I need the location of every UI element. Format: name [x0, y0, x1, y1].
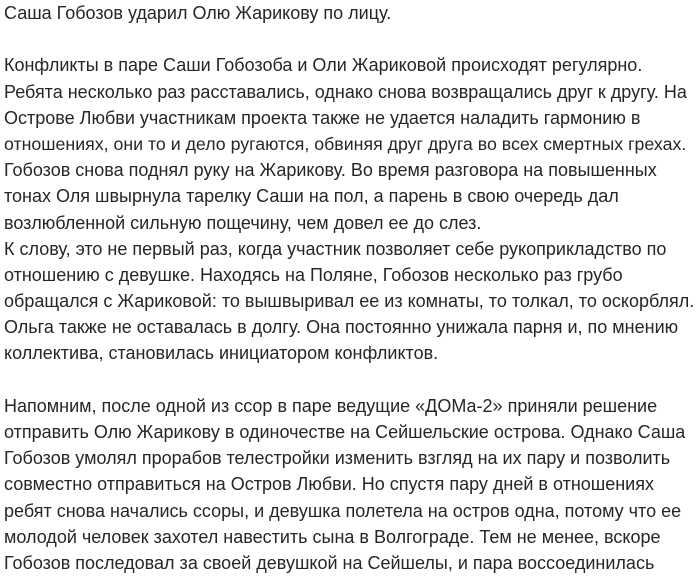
text-line: ребят снова начались ссоры, и девушка полетела на остров одна, потому что ее — [4, 500, 682, 521]
text-line: отправить Олю Жарикову в одиночестве на Сейшельские острова. Однако Саша — [4, 422, 686, 442]
text-line: Гобозов снова поднял руку на Жарикову. Во время разговора на повышенных — [4, 160, 657, 181]
text-line: Конфликты в паре Саши Гобозоба и Оли Жариковой происходят регулярно. — [4, 55, 643, 76]
text-line: совместно отправиться на Остров Любви. Но спустя пару дней в отношениях — [4, 474, 654, 495]
text-line: Острове Любви участникам проекта также не удается наладить гармонию в — [4, 107, 641, 128]
paragraph-1 — [4, 52, 694, 366]
text-line: Гобозов последовал за своей девушкой на Сейшелы, и пара воссоединилась — [4, 552, 655, 573]
paragraph-gap — [4, 367, 694, 393]
text-line: тонах Оля швырнула тарелку Саши на пол, а парень в свою очередь дал — [4, 186, 619, 207]
article-body — [4, 0, 694, 576]
text-line: обращался с Жариковой: то вышвыривал ее из комнаты, то толкал, то оскорблял. — [4, 291, 695, 312]
paragraph-gap — [4, 26, 694, 52]
text-line: К слову, это не первый раз, когда участник позволяет себе рукоприкладство по — [4, 238, 667, 259]
text-line: Ольга также не оставалась в долгу. Она постоянно унижала парня и, по мнению — [4, 317, 679, 338]
article-title: Саша Гобозов ударил Олю Жарикову по лицу. — [4, 3, 392, 23]
text-line: Ребята несколько раз расставались, однако снова возвращались друг к другу. На — [4, 81, 687, 102]
text-line: отношениях, они то и дело ругаются, обвиняя друг друга во всех смертных грехах. — [4, 133, 687, 154]
text-line: Гобозов умолял прорабов телестройки изменить взгляд на их пару и позволить — [4, 448, 671, 469]
text-line: отношению с девушке. Находясь на Поляне, Гобозов несколько раз грубо — [4, 264, 623, 285]
text-line: возлюбленной сильную пощечину, чем довел ее до слез. — [4, 212, 482, 233]
text-line: молодой человек захотел навестить сына в Волгограде. Тем не менее, вскоре — [4, 526, 661, 547]
paragraph-2 — [4, 393, 694, 576]
text-line: коллектива, становилась инициатором конфликтов. — [4, 343, 439, 364]
text-line: Напомним, после одной из ссор в паре ведущие «ДОМа-2» приняли решение — [4, 395, 658, 416]
